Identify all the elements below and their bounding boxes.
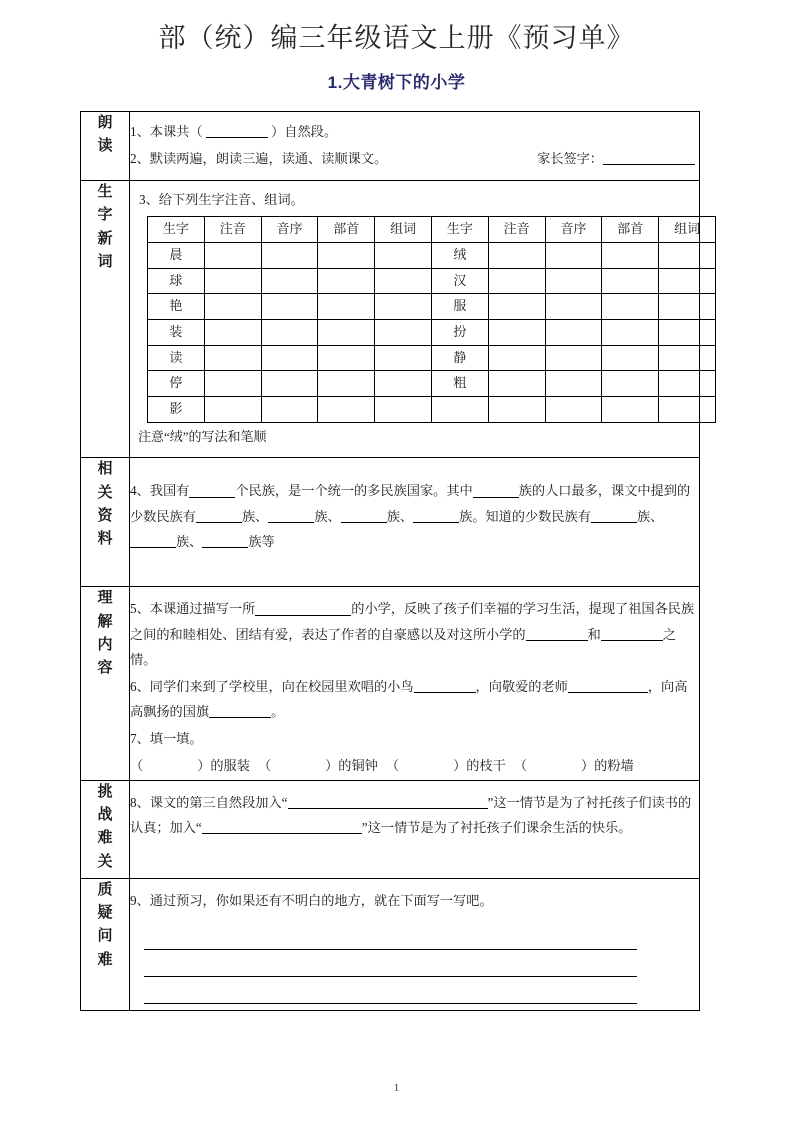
input-cell-zhuyin-right[interactable] [488, 268, 545, 294]
section-label-material-text: 相关资料 [97, 461, 113, 548]
question-4-part-4: 族、 [314, 508, 341, 524]
question-5-part-3: 之情。 [130, 626, 676, 667]
col-header-yinxu-right: 音序 [545, 217, 602, 243]
char-cell-left: 停 [148, 371, 205, 397]
col-header-bushou-left: 部首 [318, 217, 375, 243]
input-cell-zhuyin-right[interactable] [488, 242, 545, 268]
question-4-part-9: 族等 [248, 533, 275, 549]
question-4-blank-8[interactable] [202, 533, 248, 548]
section-label-new-words-text: 生字新词 [97, 184, 113, 270]
question-7-item-0[interactable] [130, 758, 250, 773]
input-cell-zuci-left[interactable] [375, 371, 432, 397]
question-7-item-3[interactable] [514, 758, 634, 773]
section-body-doubt [130, 878, 700, 1010]
char-cell-right: 静 [431, 345, 488, 371]
question-4-part-3: 族、 [241, 508, 269, 524]
question-6-part-1: ，向敬爱的老师 [475, 678, 568, 694]
input-cell-yinxu-right[interactable] [545, 242, 602, 268]
question-6-part-2: ，向高高飘扬的国旗 [130, 678, 688, 719]
section-row-doubt [81, 878, 700, 1010]
section-label-understanding-text: 理解内容 [97, 590, 113, 677]
col-header-zuci-right: 组词 [659, 217, 716, 243]
question-6-blank-2[interactable] [209, 703, 271, 718]
col-header-shengzi-left: 生字 [148, 217, 205, 243]
page-title: 部（统）编三年级语文上册《预习单》 [158, 23, 635, 53]
input-cell-zhuyin-left[interactable] [204, 371, 261, 397]
char-cell-right: 扮 [431, 319, 488, 345]
section-label-reading [81, 112, 130, 181]
question-4-part-2: 族的人口最多，课文中提到的少数民族有 [130, 483, 691, 524]
question-8-blank-0[interactable] [288, 794, 488, 809]
input-cell-zuci-right[interactable] [659, 268, 716, 294]
table-row [148, 242, 716, 268]
input-cell-bushou-right[interactable] [602, 268, 659, 294]
page-number: 1 [393, 1082, 400, 1094]
input-cell-zuci-left[interactable] [375, 294, 432, 320]
question-4-blank-2[interactable] [196, 508, 242, 523]
question-4-part-7: 族、 [636, 508, 664, 524]
answer-line-3[interactable] [144, 977, 637, 1004]
question-4-blank-6[interactable] [591, 508, 637, 523]
input-cell-zhuyin-right[interactable] [488, 319, 545, 345]
input-cell-zuci-right[interactable] [659, 397, 716, 423]
question-4-blank-7[interactable] [130, 533, 176, 548]
input-cell-yinxu-right[interactable] [545, 371, 602, 397]
section-label-doubt-text: 质疑问难 [97, 881, 113, 968]
question-4-part-5: 族、 [386, 508, 414, 524]
input-cell-zuci-left[interactable] [375, 242, 432, 268]
col-header-yinxu-left: 音序 [261, 217, 318, 243]
question-5-part-0: 5、本课通过描写一所 [130, 601, 256, 617]
question-4-blank-5[interactable] [413, 508, 459, 523]
section-label-challenge [81, 780, 130, 878]
question-1-prefix: 1、本课共（ [130, 124, 203, 139]
input-cell-bushou-right[interactable] [602, 345, 659, 371]
input-cell-zuci-right[interactable] [659, 294, 716, 320]
char-cell-left: 艳 [148, 294, 205, 320]
input-cell-zuci-left[interactable] [375, 268, 432, 294]
question-8-part-1: ”这一情节是为了衬托孩子们读书的认真；加入“ [130, 794, 692, 836]
answer-line-1[interactable] [144, 923, 637, 950]
input-cell-yinxu-left[interactable] [261, 294, 318, 320]
input-cell-bushou-left[interactable] [318, 242, 375, 268]
question-4-part-6: 族。知道的少数民族有 [459, 508, 591, 524]
input-cell-zuci-right[interactable] [659, 345, 716, 371]
section-body-understanding [130, 587, 700, 781]
section-label-challenge-text: 挑战难关 [97, 783, 113, 870]
question-4 [130, 478, 699, 553]
question-5-blank-2[interactable] [601, 626, 663, 641]
input-cell-yinxu-left[interactable] [261, 268, 318, 294]
input-cell-bushou-left[interactable] [318, 268, 375, 294]
question-6-blank-0[interactable] [414, 678, 476, 693]
input-cell-bushou-right[interactable] [602, 294, 659, 320]
question-8 [130, 790, 699, 840]
col-header-shengzi-right: 生字 [431, 217, 488, 243]
table-row [148, 294, 716, 320]
section-row-reading [81, 112, 700, 181]
char-cell-left: 球 [148, 268, 205, 294]
input-cell-yinxu-right[interactable] [545, 345, 602, 371]
input-cell-bushou-right[interactable] [602, 397, 659, 423]
question-9: 9、通过预习，你如果还有不明白的地方，就在下面写一写吧。 [130, 892, 493, 908]
table-header-row [148, 217, 716, 243]
table-row [148, 397, 716, 423]
section-row-material [81, 458, 700, 587]
input-cell-zuci-left[interactable] [375, 397, 432, 423]
question-6-part-3: 。 [271, 703, 285, 719]
input-cell-zhuyin-left[interactable] [204, 242, 261, 268]
section-label-doubt [81, 878, 130, 1010]
char-cell-left: 晨 [148, 242, 205, 268]
parent-signature-group [537, 146, 695, 171]
question-3: 3、给下列生字注音、组词。 [139, 192, 304, 208]
section-label-reading-text: 朗读 [97, 115, 113, 155]
question-2 [130, 146, 699, 171]
section-body-challenge [130, 780, 700, 878]
question-7-open-paren-3: （ [513, 757, 527, 773]
input-cell-bushou-left[interactable] [318, 397, 375, 423]
question-6-blank-1[interactable] [568, 678, 648, 693]
section-row-challenge [81, 780, 700, 878]
input-cell-zhuyin-left[interactable] [204, 397, 261, 423]
question-4-blank-4[interactable] [341, 508, 387, 523]
question-5-blank-1[interactable] [526, 626, 588, 641]
input-cell-zhuyin-right[interactable] [488, 345, 545, 371]
input-cell-bushou-right[interactable] [602, 319, 659, 345]
question-7-item-1[interactable] [258, 758, 378, 773]
question-4-part-1: 个民族，是一个统一的多民族国家。其中 [235, 483, 473, 499]
new-words-note: 注意“绒”的写法和笔顺 [138, 428, 267, 444]
parent-signature-label: 家长签字： [537, 151, 603, 167]
char-cell-right: 服 [431, 294, 488, 320]
parent-signature-blank[interactable] [603, 151, 695, 166]
question-4-part-8: 族、 [176, 533, 203, 549]
char-cell-right [431, 397, 488, 423]
input-cell-zhuyin-left[interactable] [204, 319, 261, 345]
col-header-zhuyin-left: 注音 [204, 217, 261, 243]
question-4-blank-0[interactable] [189, 483, 235, 498]
question-5 [130, 596, 699, 671]
input-cell-zuci-right[interactable] [659, 242, 716, 268]
input-cell-zuci-left[interactable] [375, 319, 432, 345]
question-9-answer-area[interactable] [130, 923, 699, 1004]
input-cell-yinxu-right[interactable] [545, 294, 602, 320]
col-header-zhuyin-right: 注音 [488, 217, 545, 243]
input-cell-zhuyin-right[interactable] [488, 294, 545, 320]
input-cell-yinxu-right[interactable] [545, 268, 602, 294]
question-7-open-paren-0: （ [130, 757, 144, 773]
table-row [148, 319, 716, 345]
question-4-part-0: 4、我国有 [130, 483, 190, 499]
input-cell-zhuyin-left[interactable] [204, 268, 261, 294]
answer-line-2[interactable] [144, 950, 637, 977]
question-7-item-2[interactable] [386, 758, 506, 773]
input-cell-bushou-right[interactable] [602, 242, 659, 268]
input-cell-zhuyin-right[interactable] [488, 371, 545, 397]
question-5-blank-0[interactable] [255, 601, 351, 616]
input-cell-yinxu-left[interactable] [261, 345, 318, 371]
question-2-text: 2、默读两遍，朗读三遍，读通、读顺课文。 [130, 151, 388, 167]
input-cell-bushou-left[interactable] [318, 371, 375, 397]
section-body-new-words [130, 181, 700, 458]
char-cell-left: 读 [148, 345, 205, 371]
question-7-open-paren-2: （ [385, 757, 400, 773]
section-label-new-words [81, 181, 130, 458]
question-4-blank-3[interactable] [268, 508, 314, 523]
question-1 [130, 119, 699, 144]
question-7-fill-row [130, 753, 699, 778]
input-cell-bushou-left[interactable] [318, 319, 375, 345]
input-cell-zuci-left[interactable] [375, 345, 432, 371]
question-8-part-0: 8、课文的第三自然段加入“ [130, 794, 288, 810]
question-1-blank[interactable] [206, 124, 268, 139]
question-8-part-2: ”这一情节是为了衬托孩子们课余生活的快乐。 [361, 820, 632, 836]
char-cell-left: 装 [148, 319, 205, 345]
input-cell-zuci-right[interactable] [659, 319, 716, 345]
question-7-item-label-3: ）的粉墙 [581, 757, 634, 773]
question-5-part-2: 和 [587, 626, 601, 642]
table-row [148, 371, 716, 397]
input-cell-yinxu-right[interactable] [545, 397, 602, 423]
table-row [148, 268, 716, 294]
question-4-blank-1[interactable] [473, 483, 519, 498]
char-cell-left: 影 [148, 397, 205, 423]
input-cell-yinxu-left[interactable] [261, 397, 318, 423]
preview-sheet-table [80, 111, 700, 1011]
question-6 [130, 674, 699, 724]
input-cell-zhuyin-right[interactable] [488, 397, 545, 423]
col-header-zuci-left: 组词 [375, 217, 432, 243]
input-cell-yinxu-left[interactable] [261, 319, 318, 345]
input-cell-yinxu-right[interactable] [545, 319, 602, 345]
question-7: 7、填一填。 [130, 730, 203, 746]
section-row-new-words [81, 181, 700, 458]
question-5-part-1: 的小学，反映了孩子们幸福的学习生活，提现了祖国各民族之间的和睦相处、团结有爱，表达了作者的自豪感以及对这所小学的 [130, 601, 695, 642]
question-7-item-label-0: ）的服装 [197, 757, 250, 773]
question-1-suffix: ）自然段。 [271, 124, 338, 139]
char-cell-right: 粗 [431, 371, 488, 397]
col-header-bushou-right: 部首 [602, 217, 659, 243]
section-body-material [130, 458, 700, 587]
input-cell-bushou-left[interactable] [318, 345, 375, 371]
input-cell-zhuyin-left[interactable] [204, 345, 261, 371]
input-cell-yinxu-left[interactable] [261, 371, 318, 397]
question-7-item-label-2: ）的枝干 [453, 757, 506, 773]
section-row-understanding [81, 587, 700, 781]
section-label-understanding [81, 587, 130, 781]
lesson-subtitle: 1.大青树下的小学 [327, 73, 466, 93]
table-row [148, 345, 716, 371]
section-body-reading [130, 112, 700, 181]
input-cell-zhuyin-left[interactable] [204, 294, 261, 320]
question-8-blank-1[interactable] [202, 820, 362, 835]
new-characters-table [147, 216, 716, 423]
input-cell-bushou-left[interactable] [318, 294, 375, 320]
char-cell-right: 汉 [431, 268, 488, 294]
question-6-part-0: 6、同学们来到了学校里，向在校园里欢唱的小鸟 [130, 678, 414, 694]
input-cell-bushou-right[interactable] [602, 371, 659, 397]
question-7-open-paren-1: （ [257, 757, 272, 773]
section-label-material [81, 458, 130, 587]
input-cell-zuci-right[interactable] [659, 371, 716, 397]
char-cell-right: 绒 [431, 242, 488, 268]
question-7-item-label-1: ）的铜钟 [325, 757, 378, 773]
input-cell-yinxu-left[interactable] [261, 242, 318, 268]
